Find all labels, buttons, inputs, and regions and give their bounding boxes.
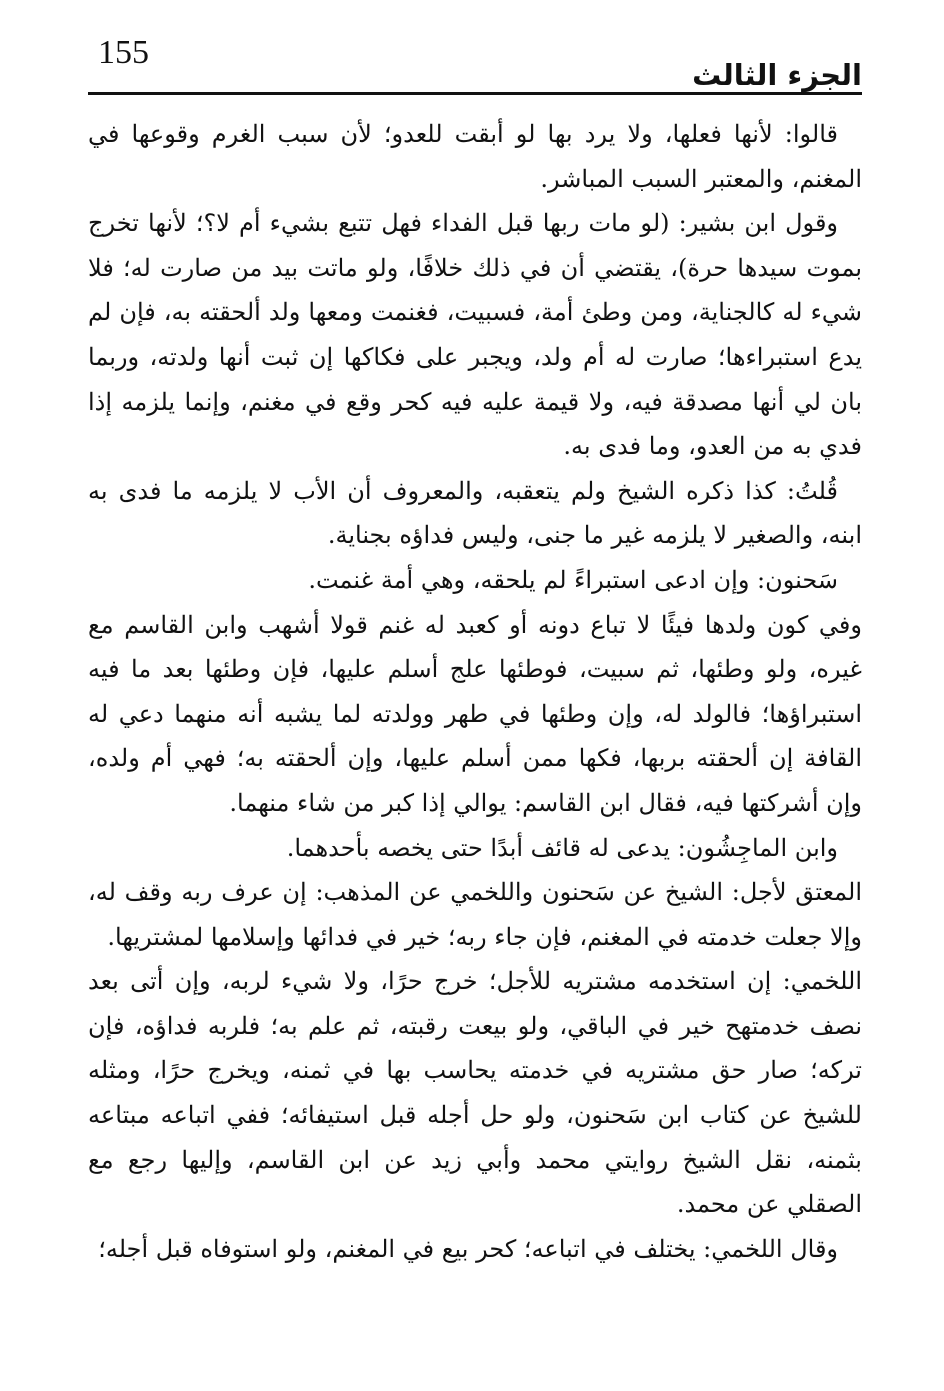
paragraph-2: وقول ابن بشير: (لو مات ربها قبل الفداء فهل تتبع بشيء أم لا؟؛ لأنها تخرج بموت سيدها حرة)، يقتضي أن في ذلك خلافًا، ولو ماتت بيد من صارت له؛ فلا شيء له كالجناية، ومن وطئ أمة، فسبيت، فغنمت ومعها ولد ألحقته به، فإن لم يدع استبراءها؛ صارت له أم ولد، ويجبر على فكاكها إن ثبت أنها ولدته، وربما بان لي أنها مصدقة فيه، ولا قيمة عليه فيه كحر وقع في مغنم، وإنما يلزمه إذا فدي به من العدو، وما فدى به. xyxy=(88,209,862,461)
paragraph-3: قُلتُ: كذا ذكره الشيخ ولم يتعقبه، والمعروف أن الأب لا يلزمه ما فدى به ابنه، والصغير لا يلزمه غير ما جنى، وليس فداؤه بجناية. xyxy=(88,476,862,550)
paragraph-4: سَحنون: وإن ادعى استبراءً لم يلحقه، وهي أمة غنمت. xyxy=(308,565,838,594)
paragraph-5: وفي كون ولدها فيئًا لا تباع دونه أو كعبد له غنم قولا أشهب وابن القاسم مع غيره، ولو وطئها، ثم سبيت، فوطئها علج أسلم عليها، فإن وطئها بعد ما فيه استبراؤها؛ فالولد له، وإن وطئها في طهر وولدته لما يشبه أنه منهما دعي له القافة إن ألحقته بربها، فكها ممن أسلم عليها، وإن ألحقته به؛ فهي أم ولده، وإن أشركتها فيه، فقال ابن القاسم: يوالي إذا كبر من شاء منهما. xyxy=(88,610,863,817)
page-header xyxy=(88,28,862,96)
paragraph-1: قالوا: لأنها فعلها، ولا يرد بها لو أبقت للعدو؛ لأن سبب الغرم وقوعها في المغنم، والمعتبر السبب المباشر. xyxy=(88,120,862,193)
page-body xyxy=(88,112,862,1271)
header-divider xyxy=(88,92,862,95)
paragraph-9: وقال اللخمي: يختلف في اتباعه؛ كحر بيع في المغنم، ولو استوفاه قبل أجله؛ xyxy=(98,1234,838,1263)
volume-title: الجزء الثالث xyxy=(692,58,862,92)
page-number: 155 xyxy=(98,34,149,71)
paragraph-8: اللخمي: إن استخدمه مشتريه للأجل؛ خرج حرًا، ولا شيء لربه، وإن أتى بعد نصف خدمتهح خير في الباقي، ولو بيعت رقبته، ثم علم به؛ فلربه فداؤه، فإن تركه؛ صار حق مشتريه في خدمته يحاسب بها في ثمنه، ويخرج حرًا، ومثله للشيخ عن كتاب ابن سَحنون، ولو حل أجله قبل استيفائه؛ ففي اتباعه مبتاعه بثمنه، نقل الشيخ روايتي محمد وأبي زيد عن ابن القاسم، وإليها رجع مع الصقلي عن محمد. xyxy=(88,967,862,1219)
paragraph-7: المعتق لأجل: الشيخ عن سَحنون واللخمي عن المذهب: إن عرف ربه وقف له، وإلا جعلت خدمته في المغنم، فإن جاء ربه؛ خير في فدائها وإسلامها لمشتريها. xyxy=(88,878,862,951)
paragraph-6: وابن الماجِشُون: يدعى له قائف أبدًا حتى يخصه بأحدهما. xyxy=(286,833,838,862)
